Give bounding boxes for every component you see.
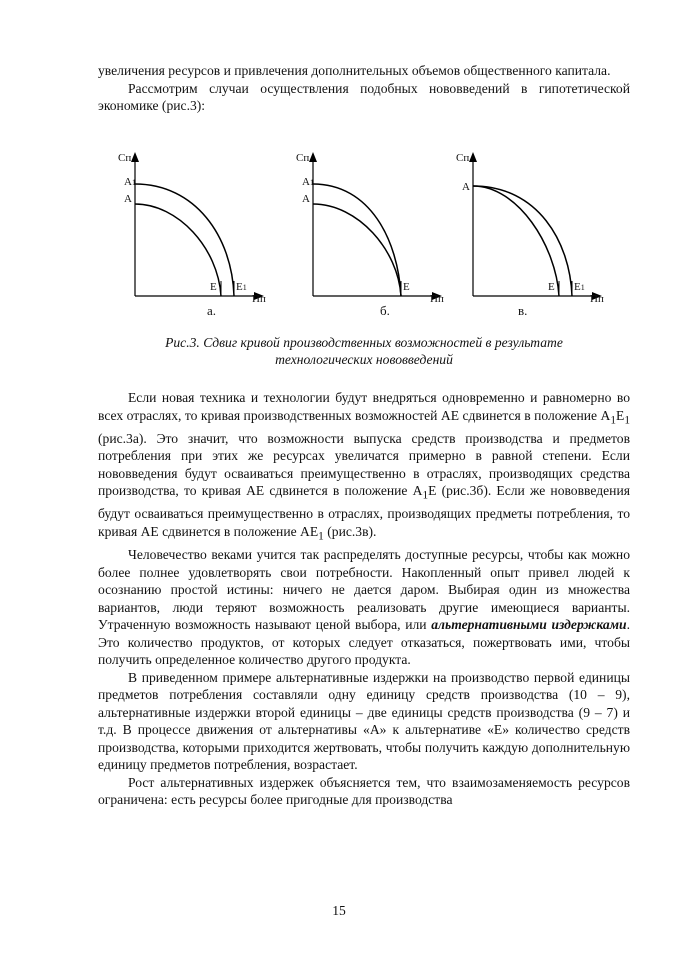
y-axis-label: Сп xyxy=(118,152,132,164)
y-axis-arrow xyxy=(309,152,317,162)
caption-line-2: технологических нововведений xyxy=(275,352,453,367)
intro-paragraph-1: увеличения ресурсов и привлечения дополнительных объемов общественного капитала. xyxy=(98,63,611,78)
figure-3-graphs xyxy=(110,150,630,325)
page-number: 15 xyxy=(332,903,346,918)
graph-b-letter: б. xyxy=(380,303,390,318)
x-axis-label: Пп xyxy=(590,293,604,305)
graph-a-letter: а. xyxy=(207,303,217,318)
body-paragraph-4: Рост альтернативных издержек объясняется тем, что взаимозаменяемость ресурсов ограничена: есть ресурсы более пригодные для производства xyxy=(98,774,630,808)
term-alternative-costs: альтернативными издержками xyxy=(431,617,627,633)
caption-line-1: Рис.3. Сдвиг кривой производственных возможностей в результате xyxy=(165,335,563,350)
curve-ae xyxy=(313,204,401,296)
curve-a1e xyxy=(313,184,401,296)
e-label: Е xyxy=(210,281,217,293)
a-label: А xyxy=(462,181,470,193)
body-text xyxy=(98,389,630,809)
a-label: А xyxy=(124,193,132,205)
e-label: Е xyxy=(403,281,410,293)
y-axis-label: Сп xyxy=(456,152,470,164)
curve-ae xyxy=(473,186,559,296)
body-paragraph-1: Если новая техника и технологии будут внедряться одновременно и равномерно во всех отраслях, то кривая производственных возможностей АЕ сдвинется в положение $А_1Е_1$ (рис.3а). Это значит, что возможности выпуска средств производства и предметов потребления при этих же ресурсах увеличатся примерно в равной степени. Если нововведения будут осваиваться преимущественно в отраслях, производящих средства производства, то кривая АЕ сдвинется в положение $А_1Е$ (рис.3б). Если же нововведения будут осваиваться преимущественно в отраслях, производящих предметы потребления, то кривая АЕ сдвинется в положение $АЕ_1$ (рис.3в). xyxy=(98,390,630,543)
a1-label: А1 xyxy=(302,176,314,188)
body-paragraph-2: Человечество веками учится так распределять доступные ресурсы, чтобы как можно более полнее удовлетворять свои потребности. Накопленный опыт привел людей к осознанию простой истины: ничего не дается даром. Выбирая один из множества вариантов, люди теряют возможность реализовать другие имеющиеся варианты. Утраченную возможность называют ценой выбора, или альтернативными издержками. Это количество продуктов, от которых следует отказаться, пожертвовать ими, чтобы получить определенное количество другого продукта. xyxy=(98,547,630,668)
intro-text xyxy=(98,62,630,115)
e1-label: Е1 xyxy=(574,281,585,293)
body-paragraph-3: В приведенном примере альтернативные издержки на производство первой единицы предметов потребления составляли одну единицу средств производства (10 – 9), альтернативные издержки второй единицы – две единицы средств производства (9 – 7) и т.д. В процессе движения от альтернативы «А» к альтернативе «Е» количество средств производства, которыми приходится жертвовать, чтобы получить каждую дополнительную единицу предметов потребления, возрастает. xyxy=(98,669,630,773)
graph-b-plot xyxy=(288,150,448,300)
e-label: Е xyxy=(548,281,555,293)
graph-c-letter: в. xyxy=(518,303,528,318)
a-label: А xyxy=(302,193,310,205)
figure-caption xyxy=(98,334,630,368)
intro-paragraph-2: Рассмотрим случаи осуществления подобных нововведений в гипотетической экономике (рис.3): xyxy=(98,80,630,113)
graph-c-plot xyxy=(448,150,608,300)
graph-a-plot xyxy=(110,150,270,300)
a1-label: А1 xyxy=(124,176,136,188)
x-axis-label: Пп xyxy=(430,293,444,305)
graph-b xyxy=(288,150,448,325)
e1-label: Е1 xyxy=(236,281,247,293)
y-axis-label: Сп xyxy=(296,152,310,164)
y-axis-arrow xyxy=(469,152,477,162)
curve-ae xyxy=(135,204,221,296)
graph-c xyxy=(448,150,608,325)
x-axis-label: Пп xyxy=(252,293,266,305)
y-axis-arrow xyxy=(131,152,139,162)
graph-a xyxy=(110,150,270,325)
